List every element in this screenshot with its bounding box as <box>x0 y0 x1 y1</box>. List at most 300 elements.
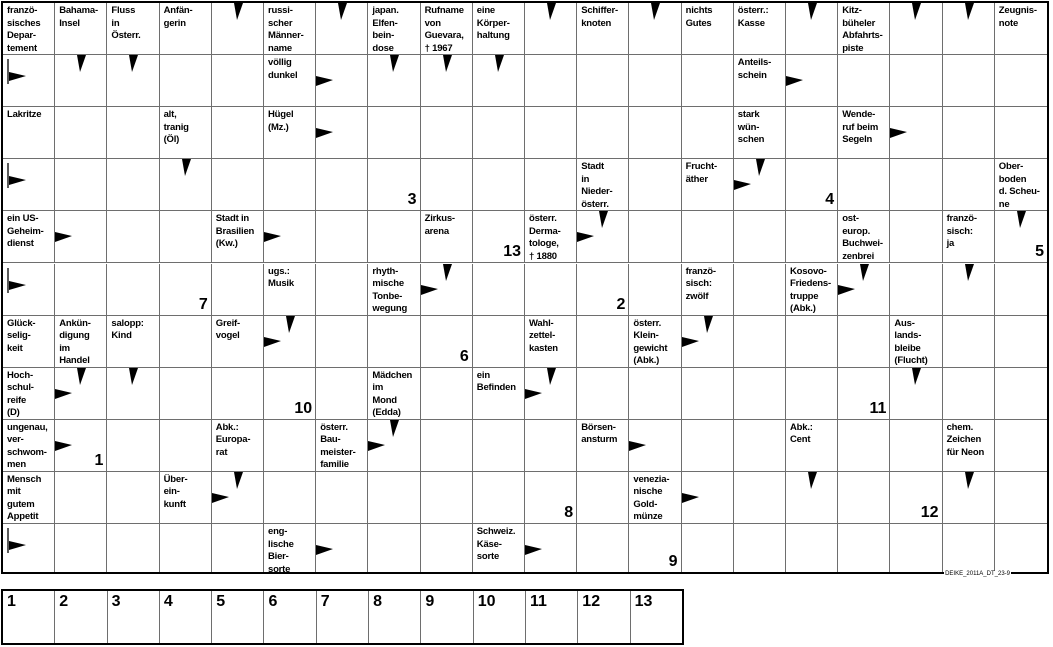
clue-text-line: Bahama- <box>59 5 98 16</box>
answer-cell[interactable] <box>264 368 316 420</box>
down-arrow-icon <box>857 264 871 282</box>
answer-cell[interactable] <box>421 420 473 472</box>
answer-cell[interactable] <box>368 211 420 263</box>
clue-text-line: arena <box>424 225 449 237</box>
solution-cell[interactable] <box>108 591 160 643</box>
answer-cell[interactable] <box>473 316 525 368</box>
answer-cell[interactable] <box>264 420 316 472</box>
solution-cell[interactable] <box>631 591 682 643</box>
answer-cell[interactable] <box>682 368 734 420</box>
clue-text-line: Österr. <box>111 30 141 41</box>
clue-cell <box>3 107 55 159</box>
answer-cell[interactable] <box>525 524 577 572</box>
clue-cell <box>160 472 212 524</box>
answer-cell[interactable] <box>55 368 107 420</box>
answer-cell[interactable] <box>682 420 734 472</box>
answer-cell[interactable] <box>838 524 890 572</box>
answer-cell[interactable] <box>838 264 890 316</box>
answer-cell[interactable] <box>3 264 55 316</box>
answer-cell[interactable] <box>943 368 995 420</box>
clue-cell <box>212 211 264 263</box>
clue-text-line: gerin <box>163 17 186 29</box>
clue-cell <box>3 316 55 368</box>
clue-text-line: Handel <box>59 355 90 367</box>
clue-text-line: mische <box>372 278 404 289</box>
answer-cell[interactable] <box>160 159 212 211</box>
down-arrow-icon <box>1014 211 1028 229</box>
clue-text-line: kasten <box>529 342 558 354</box>
answer-cell[interactable] <box>577 524 629 572</box>
answer-cell[interactable] <box>55 524 107 572</box>
answer-cell[interactable] <box>682 107 734 159</box>
solution-cell-number: 4 <box>163 593 173 610</box>
solution-index-number: 9 <box>668 553 678 570</box>
solution-index-number: 12 <box>920 503 939 521</box>
clue-text-line: vogel <box>215 330 240 342</box>
answer-cell[interactable] <box>212 159 264 211</box>
answer-cell[interactable] <box>734 211 786 263</box>
clue-cell <box>525 316 577 368</box>
solution-cell[interactable] <box>421 591 473 643</box>
answer-cell[interactable] <box>421 472 473 524</box>
clue-text-line: Abfahrts- <box>842 30 883 41</box>
clue-text-line: franzö- <box>7 5 38 16</box>
answer-cell[interactable] <box>577 264 629 316</box>
answer-cell[interactable] <box>786 316 838 368</box>
clue-text-line: Mensch <box>7 473 42 485</box>
clue-text-line: nische <box>633 486 663 498</box>
answer-cell[interactable] <box>734 264 786 316</box>
clue-text-line: sorte <box>476 551 500 562</box>
clue-text-line: (D) <box>7 407 20 419</box>
answer-cell[interactable] <box>943 55 995 107</box>
answer-cell[interactable] <box>629 420 681 472</box>
solution-cell[interactable] <box>317 591 369 643</box>
answer-cell[interactable] <box>786 211 838 263</box>
answer-cell[interactable] <box>682 472 734 524</box>
clue-text-line: russi- <box>268 5 293 16</box>
answer-cell[interactable] <box>368 55 420 107</box>
answer-cell[interactable] <box>995 211 1047 263</box>
right-arrow-icon <box>682 335 700 349</box>
answer-cell[interactable] <box>368 159 420 211</box>
answer-cell[interactable] <box>734 524 786 572</box>
answer-cell[interactable] <box>473 420 525 472</box>
answer-cell[interactable] <box>786 472 838 524</box>
answer-cell[interactable] <box>55 472 107 524</box>
answer-cell[interactable] <box>160 316 212 368</box>
answer-cell[interactable] <box>368 107 420 159</box>
answer-cell[interactable] <box>943 159 995 211</box>
solution-cell[interactable] <box>526 591 578 643</box>
down-arrow-icon <box>648 3 662 21</box>
clue-text-line: zenbrei <box>842 250 875 262</box>
answer-cell[interactable] <box>107 472 159 524</box>
clue-text-line: völlig <box>268 57 292 69</box>
solution-cell[interactable] <box>578 591 630 643</box>
answer-cell[interactable] <box>786 55 838 107</box>
clue-text-line: dienst <box>7 238 34 250</box>
answer-cell[interactable] <box>160 211 212 263</box>
answer-cell[interactable] <box>421 107 473 159</box>
answer-cell[interactable] <box>995 316 1047 368</box>
answer-cell[interactable] <box>473 159 525 211</box>
solution-cell[interactable] <box>265 591 317 643</box>
answer-cell[interactable] <box>629 524 681 572</box>
clue-text-line: Stadt in <box>215 213 250 225</box>
answer-cell[interactable] <box>577 107 629 159</box>
answer-cell[interactable] <box>421 159 473 211</box>
down-arrow-icon <box>179 159 193 177</box>
answer-cell[interactable] <box>629 264 681 316</box>
answer-cell[interactable] <box>525 159 577 211</box>
clue-cell <box>160 3 212 55</box>
answer-cell[interactable] <box>838 472 890 524</box>
answer-cell[interactable] <box>786 107 838 159</box>
clue-cell <box>3 420 55 472</box>
clue-text-line: meister- <box>320 446 356 458</box>
answer-cell[interactable] <box>629 3 681 55</box>
clue-text-line: (Flucht) <box>894 355 928 367</box>
clue-text-line: scher <box>268 17 293 29</box>
answer-cell[interactable] <box>629 211 681 263</box>
solution-cell[interactable] <box>212 591 264 643</box>
answer-cell[interactable] <box>786 368 838 420</box>
clue-text-line: ein- <box>163 486 180 498</box>
answer-cell[interactable] <box>473 211 525 263</box>
answer-cell[interactable] <box>473 107 525 159</box>
clue-cell <box>838 3 890 55</box>
answer-cell[interactable] <box>890 211 942 263</box>
answer-cell[interactable] <box>160 524 212 572</box>
answer-cell[interactable] <box>55 107 107 159</box>
clue-cell <box>682 3 734 55</box>
clue-cell <box>107 3 159 55</box>
clue-cell <box>995 159 1047 211</box>
answer-cell[interactable] <box>316 264 368 316</box>
answer-cell[interactable] <box>629 368 681 420</box>
clue-text-line: stark <box>737 109 760 121</box>
clue-text-line: eng- <box>268 526 288 537</box>
answer-cell[interactable] <box>995 472 1047 524</box>
answer-cell[interactable] <box>995 368 1047 420</box>
answer-cell[interactable] <box>525 472 577 524</box>
answer-cell[interactable] <box>421 55 473 107</box>
answer-cell[interactable] <box>995 55 1047 107</box>
clue-text-line: chem. <box>946 421 974 433</box>
answer-cell[interactable] <box>995 524 1047 572</box>
right-arrow-icon <box>577 230 595 244</box>
answer-cell[interactable] <box>943 524 995 572</box>
answer-cell[interactable] <box>316 55 368 107</box>
clue-text-line: Bau- <box>320 434 341 446</box>
clue-cell <box>264 55 316 107</box>
clue-text-line: piste <box>842 42 864 54</box>
answer-cell[interactable] <box>838 55 890 107</box>
down-arrow-icon <box>74 55 88 73</box>
answer-cell[interactable] <box>786 3 838 55</box>
clue-text-line: familie <box>320 459 349 471</box>
answer-cell[interactable] <box>421 316 473 368</box>
answer-cell[interactable] <box>838 159 890 211</box>
answer-cell[interactable] <box>890 159 942 211</box>
answer-cell[interactable] <box>890 368 942 420</box>
answer-cell[interactable] <box>264 159 316 211</box>
answer-cell[interactable] <box>890 55 942 107</box>
answer-cell[interactable] <box>264 472 316 524</box>
clue-text-line: salopp: <box>111 317 144 329</box>
clue-cell <box>577 159 629 211</box>
answer-cell[interactable] <box>525 3 577 55</box>
solution-cell-number: 10 <box>477 593 496 610</box>
clue-text-line: dunkel <box>268 69 298 81</box>
answer-cell[interactable] <box>473 472 525 524</box>
clue-text-line: Friedens- <box>790 278 831 289</box>
answer-cell[interactable] <box>368 524 420 572</box>
clue-text-line: rat <box>215 446 228 458</box>
answer-cell[interactable] <box>368 316 420 368</box>
answer-cell[interactable] <box>316 211 368 263</box>
clue-text-line: sisch: <box>946 225 973 237</box>
answer-cell[interactable] <box>212 524 264 572</box>
answer-cell[interactable] <box>943 316 995 368</box>
answer-cell[interactable] <box>421 368 473 420</box>
answer-cell[interactable] <box>316 159 368 211</box>
clue-text-line: Appetit <box>7 511 39 523</box>
answer-cell[interactable] <box>55 264 107 316</box>
answer-cell[interactable] <box>577 316 629 368</box>
answer-cell[interactable] <box>577 368 629 420</box>
clue-text-line: (Mz.) <box>268 121 289 133</box>
bent-arrow-icon <box>7 59 29 85</box>
clue-text-line: münze <box>633 511 663 523</box>
answer-cell[interactable] <box>943 3 995 55</box>
answer-cell[interactable] <box>160 420 212 472</box>
answer-cell[interactable] <box>682 55 734 107</box>
answer-cell[interactable] <box>734 368 786 420</box>
solution-cell[interactable] <box>369 591 421 643</box>
answer-cell[interactable] <box>734 472 786 524</box>
answer-cell[interactable] <box>838 316 890 368</box>
answer-cell[interactable] <box>682 211 734 263</box>
answer-cell[interactable] <box>212 55 264 107</box>
answer-cell[interactable] <box>107 55 159 107</box>
clue-text-line: lische <box>268 538 294 550</box>
clue-text-line: büheler <box>842 17 876 29</box>
answer-cell[interactable] <box>995 107 1047 159</box>
clue-text-line: Mädchen <box>372 369 413 381</box>
answer-cell[interactable] <box>55 420 107 472</box>
down-arrow-icon <box>231 472 245 490</box>
clue-cell <box>734 55 786 107</box>
answer-cell[interactable] <box>212 107 264 159</box>
answer-cell[interactable] <box>107 159 159 211</box>
down-arrow-icon <box>909 3 923 21</box>
answer-cell[interactable] <box>629 55 681 107</box>
answer-cell[interactable] <box>890 264 942 316</box>
answer-cell[interactable] <box>943 472 995 524</box>
answer-cell[interactable] <box>577 211 629 263</box>
answer-cell[interactable] <box>734 420 786 472</box>
answer-cell[interactable] <box>160 55 212 107</box>
answer-cell[interactable] <box>682 524 734 572</box>
answer-cell[interactable] <box>995 420 1047 472</box>
answer-cell[interactable] <box>107 107 159 159</box>
answer-cell[interactable] <box>316 472 368 524</box>
answer-cell[interactable] <box>943 264 995 316</box>
solution-cell-number: 11 <box>530 593 547 610</box>
answer-cell[interactable] <box>316 524 368 572</box>
answer-cell[interactable] <box>107 368 159 420</box>
down-arrow-icon <box>544 3 558 21</box>
clue-text-line: in <box>111 17 120 29</box>
answer-cell[interactable] <box>264 211 316 263</box>
clue-text-line: dose <box>372 42 394 54</box>
answer-cell[interactable] <box>421 524 473 572</box>
clue-text-line: Wende- <box>842 109 876 121</box>
right-arrow-icon <box>55 387 73 401</box>
answer-cell[interactable] <box>212 472 264 524</box>
answer-cell[interactable] <box>3 55 55 107</box>
answer-cell[interactable] <box>734 316 786 368</box>
answer-cell[interactable] <box>786 159 838 211</box>
answer-cell[interactable] <box>212 368 264 420</box>
answer-cell[interactable] <box>682 316 734 368</box>
solution-row <box>1 589 684 645</box>
answer-cell[interactable] <box>943 107 995 159</box>
answer-cell[interactable] <box>525 420 577 472</box>
answer-cell[interactable] <box>107 264 159 316</box>
answer-cell[interactable] <box>525 55 577 107</box>
solution-cell[interactable] <box>160 591 212 643</box>
answer-cell[interactable] <box>473 55 525 107</box>
clue-cell <box>682 264 734 316</box>
clue-text-line: Bier- <box>268 551 289 562</box>
answer-cell[interactable] <box>525 107 577 159</box>
answer-cell[interactable] <box>890 420 942 472</box>
answer-cell[interactable] <box>316 316 368 368</box>
answer-cell[interactable] <box>525 264 577 316</box>
answer-cell[interactable] <box>3 159 55 211</box>
right-arrow-icon <box>55 230 73 244</box>
clue-text-line: japan. <box>372 5 399 16</box>
clue-text-line: tement <box>7 42 37 54</box>
down-arrow-icon <box>231 3 245 21</box>
solution-index-number: 1 <box>94 451 104 469</box>
clue-text-line: rhyth- <box>372 265 399 277</box>
clue-text-line: knoten <box>581 17 612 29</box>
solution-index-number: 3 <box>407 191 417 209</box>
answer-cell[interactable] <box>316 107 368 159</box>
clue-text-line: österr. <box>581 198 609 210</box>
answer-cell[interactable] <box>577 472 629 524</box>
clue-text-line: Europa- <box>215 434 251 446</box>
bent-arrow-icon <box>7 163 29 189</box>
clue-text-line: Mond <box>372 394 397 406</box>
answer-cell[interactable] <box>890 3 942 55</box>
answer-cell[interactable] <box>421 264 473 316</box>
clue-text-line: † 1967 <box>424 42 453 54</box>
answer-cell[interactable] <box>525 368 577 420</box>
answer-cell[interactable] <box>368 420 420 472</box>
clue-cell <box>786 420 838 472</box>
answer-cell[interactable] <box>838 368 890 420</box>
clue-text-line: Abk.: <box>790 421 813 433</box>
clue-text-line: Gold- <box>633 498 658 510</box>
answer-cell[interactable] <box>629 107 681 159</box>
solution-cell-number: 2 <box>59 593 69 610</box>
clue-text-line: Kind <box>111 330 132 342</box>
solution-cell-number: 13 <box>634 593 653 610</box>
answer-cell[interactable] <box>3 524 55 572</box>
solution-cell[interactable] <box>474 591 526 643</box>
clue-cell <box>368 3 420 55</box>
answer-cell[interactable] <box>734 159 786 211</box>
answer-cell[interactable] <box>212 3 264 55</box>
answer-cell[interactable] <box>577 55 629 107</box>
answer-cell[interactable] <box>838 420 890 472</box>
clue-text-line: Börsen- <box>581 421 616 433</box>
answer-cell[interactable] <box>629 159 681 211</box>
answer-cell[interactable] <box>995 264 1047 316</box>
answer-cell[interactable] <box>316 3 368 55</box>
answer-cell[interactable] <box>890 524 942 572</box>
answer-cell[interactable] <box>316 368 368 420</box>
clue-text-line: sisches <box>7 17 41 29</box>
clue-cell <box>682 159 734 211</box>
solution-cell[interactable] <box>55 591 107 643</box>
answer-cell[interactable] <box>107 420 159 472</box>
answer-cell[interactable] <box>55 55 107 107</box>
answer-cell[interactable] <box>107 524 159 572</box>
bent-arrow-icon <box>7 528 29 554</box>
clue-cell <box>890 316 942 368</box>
clue-text-line: ja <box>946 238 955 250</box>
answer-cell[interactable] <box>890 472 942 524</box>
answer-cell[interactable] <box>55 211 107 263</box>
clue-text-line: kunft <box>163 498 186 510</box>
answer-cell[interactable] <box>160 264 212 316</box>
answer-cell[interactable] <box>160 368 212 420</box>
answer-cell[interactable] <box>55 159 107 211</box>
answer-cell[interactable] <box>890 107 942 159</box>
clue-text-line: Befinden <box>476 382 516 394</box>
clue-text-line: Kosovo- <box>790 265 827 277</box>
solution-cell-number: 7 <box>320 593 330 610</box>
clue-text-line: eine <box>476 5 496 16</box>
clue-cell <box>473 524 525 572</box>
answer-cell[interactable] <box>264 316 316 368</box>
clue-cell <box>264 107 316 159</box>
right-arrow-icon <box>629 439 647 453</box>
solution-cell-number: 1 <box>7 593 16 610</box>
answer-cell[interactable] <box>107 211 159 263</box>
clue-text-line: Musik <box>268 278 294 289</box>
answer-cell[interactable] <box>786 524 838 572</box>
clue-text-line: wegung <box>372 303 408 314</box>
clue-text-line: Segeln <box>842 134 873 146</box>
solution-cell[interactable] <box>3 591 55 643</box>
answer-cell[interactable] <box>368 472 420 524</box>
clue-cell <box>838 107 890 159</box>
clue-text-line: tologe, <box>529 238 559 250</box>
answer-cell[interactable] <box>212 264 264 316</box>
answer-cell[interactable] <box>473 264 525 316</box>
clue-text-line: Greif- <box>215 317 240 329</box>
clue-text-line: ein <box>476 369 490 381</box>
right-arrow-icon <box>890 126 908 140</box>
clue-cell <box>55 3 107 55</box>
